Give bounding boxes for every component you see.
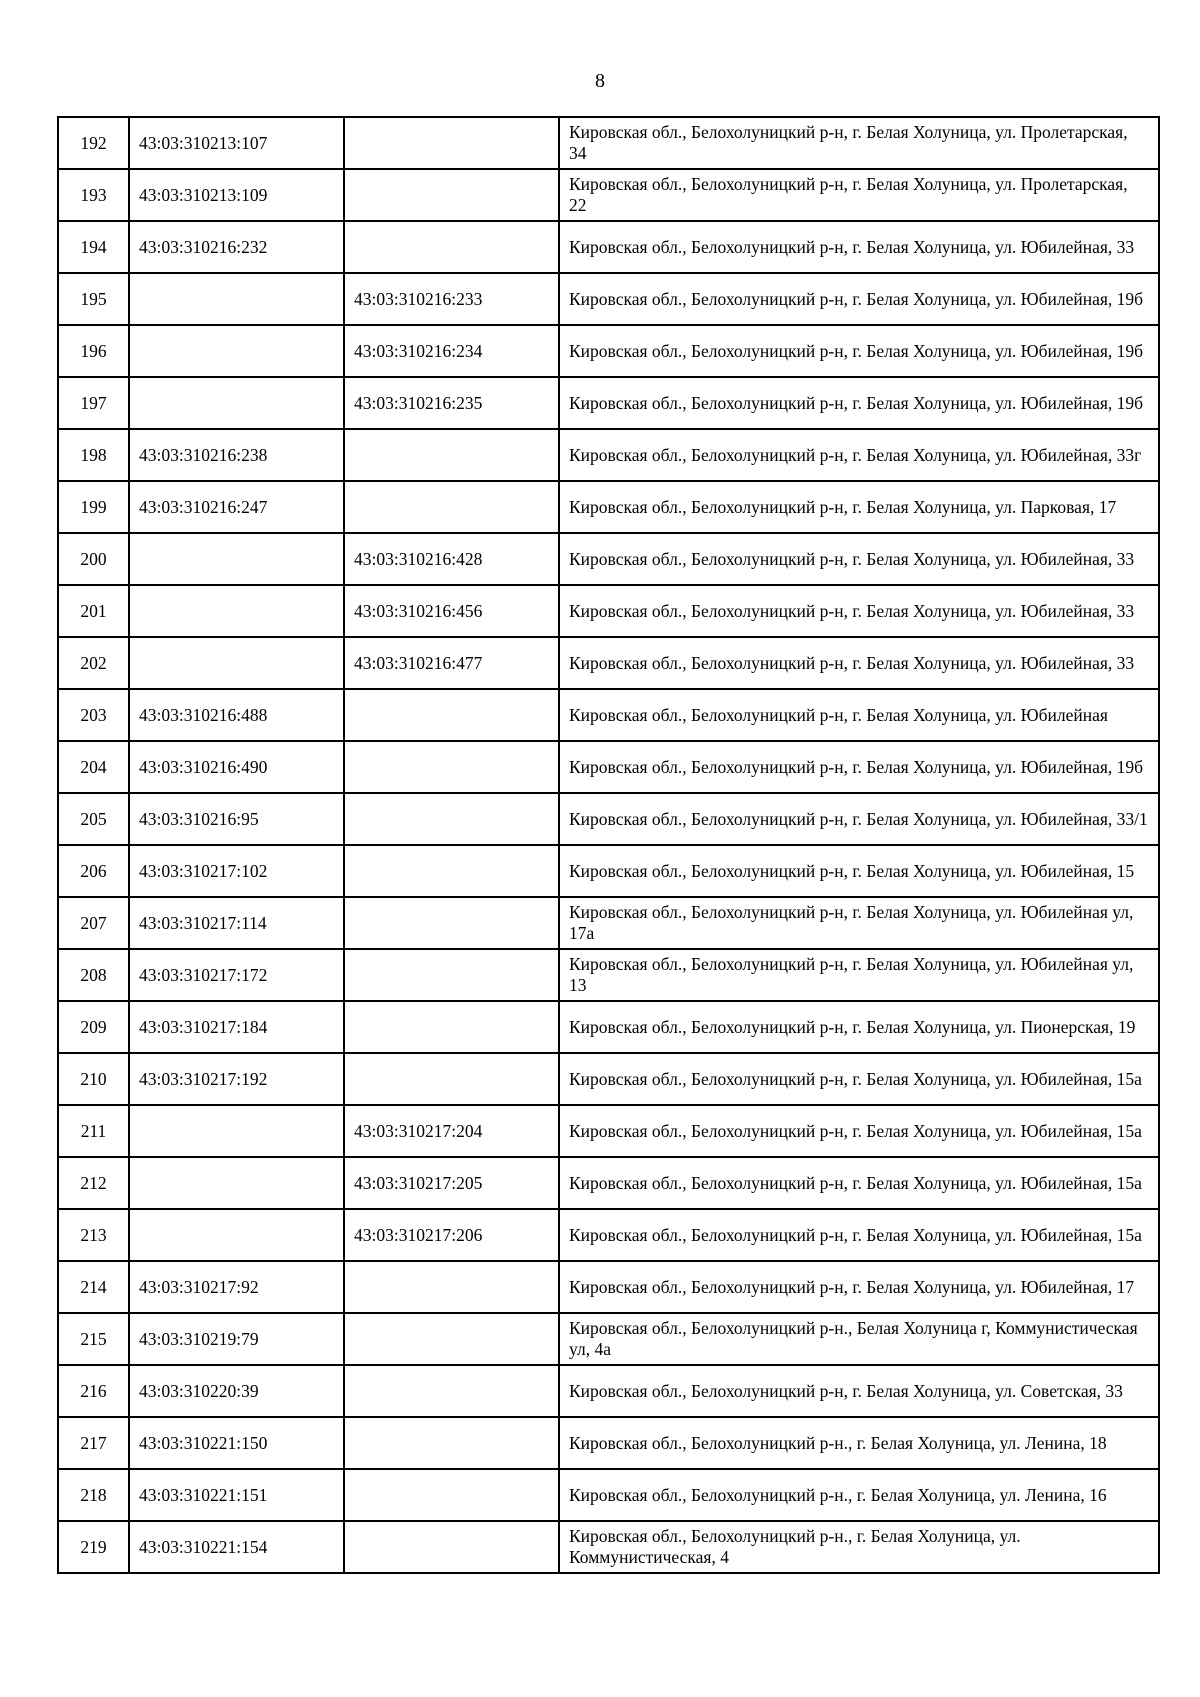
address-cell: Кировская обл., Белохолуницкий р-н, г. Белая Холуница, ул. Юбилейная, 33/1	[559, 793, 1159, 845]
cadastral-number-cell: 43:03:310216:232	[129, 221, 344, 273]
address-cell: Кировская обл., Белохолуницкий р-н, г. Белая Холуница, ул. Парковая, 17	[559, 481, 1159, 533]
address-cell: Кировская обл., Белохолуницкий р-н, г. Белая Холуница, ул. Юбилейная, 15а	[559, 1053, 1159, 1105]
cadastral-number-cell: 43:03:310217:192	[129, 1053, 344, 1105]
cadastral-number-cell: 43:03:310217:184	[129, 1001, 344, 1053]
address-cell: Кировская обл., Белохолуницкий р-н, г. Белая Холуница, ул. Юбилейная, 15а	[559, 1105, 1159, 1157]
cadastral-number-cell: 43:03:310216:488	[129, 689, 344, 741]
cadastral-number-secondary-cell	[344, 1469, 559, 1521]
cadastral-number-cell: 43:03:310217:172	[129, 949, 344, 1001]
cadastral-number-cell: 43:03:310213:109	[129, 169, 344, 221]
row-number: 213	[58, 1209, 129, 1261]
cadastral-number-secondary-cell	[344, 117, 559, 169]
table-row	[58, 481, 1159, 533]
cadastral-number-secondary-cell: 43:03:310217:204	[344, 1105, 559, 1157]
row-number: 192	[58, 117, 129, 169]
address-cell: Кировская обл., Белохолуницкий р-н, г. Белая Холуница, ул. Юбилейная, 19б	[559, 325, 1159, 377]
table-row	[58, 169, 1159, 221]
table-row	[58, 741, 1159, 793]
address-cell: Кировская обл., Белохолуницкий р-н, г. Белая Холуница, ул. Пролетарская, 22	[559, 169, 1159, 221]
cadastral-number-secondary-cell	[344, 793, 559, 845]
row-number: 197	[58, 377, 129, 429]
address-cell: Кировская обл., Белохолуницкий р-н, г. Белая Холуница, ул. Юбилейная, 15а	[559, 1209, 1159, 1261]
cadastral-number-cell	[129, 637, 344, 689]
row-number: 216	[58, 1365, 129, 1417]
cadastral-number-secondary-cell	[344, 481, 559, 533]
table-row	[58, 377, 1159, 429]
cadastral-number-cell: 43:03:310221:150	[129, 1417, 344, 1469]
table-row	[58, 1417, 1159, 1469]
cadastral-number-cell: 43:03:310213:107	[129, 117, 344, 169]
row-number: 205	[58, 793, 129, 845]
cadastral-number-cell	[129, 585, 344, 637]
row-number: 217	[58, 1417, 129, 1469]
row-number: 207	[58, 897, 129, 949]
row-number: 194	[58, 221, 129, 273]
cadastral-number-secondary-cell	[344, 1313, 559, 1365]
cadastral-number-secondary-cell	[344, 221, 559, 273]
row-number: 215	[58, 1313, 129, 1365]
cadastral-number-secondary-cell: 43:03:310216:234	[344, 325, 559, 377]
cadastral-number-secondary-cell: 43:03:310217:205	[344, 1157, 559, 1209]
registry-table	[57, 116, 1160, 1574]
address-cell: Кировская обл., Белохолуницкий р-н, г. Белая Холуница, ул. Юбилейная, 33	[559, 585, 1159, 637]
address-cell: Кировская обл., Белохолуницкий р-н, г. Белая Холуница, ул. Юбилейная, 33г	[559, 429, 1159, 481]
cadastral-number-cell: 43:03:310217:102	[129, 845, 344, 897]
cadastral-number-secondary-cell	[344, 429, 559, 481]
row-number: 202	[58, 637, 129, 689]
cadastral-number-secondary-cell	[344, 169, 559, 221]
address-cell: Кировская обл., Белохолуницкий р-н., г. Белая Холуница, ул. Коммунистическая, 4	[559, 1521, 1159, 1573]
cadastral-number-secondary-cell	[344, 741, 559, 793]
cadastral-number-cell: 43:03:310217:92	[129, 1261, 344, 1313]
table-row	[58, 1001, 1159, 1053]
table-row	[58, 221, 1159, 273]
address-cell: Кировская обл., Белохолуницкий р-н, г. Белая Холуница, ул. Юбилейная, 15а	[559, 1157, 1159, 1209]
cadastral-number-secondary-cell: 43:03:310216:235	[344, 377, 559, 429]
table-row	[58, 585, 1159, 637]
cadastral-number-secondary-cell	[344, 1417, 559, 1469]
cadastral-number-secondary-cell: 43:03:310216:456	[344, 585, 559, 637]
table-row	[58, 1261, 1159, 1313]
cadastral-number-secondary-cell	[344, 949, 559, 1001]
cadastral-number-secondary-cell: 43:03:310216:477	[344, 637, 559, 689]
table-row	[58, 637, 1159, 689]
cadastral-number-cell: 43:03:310216:95	[129, 793, 344, 845]
address-cell: Кировская обл., Белохолуницкий р-н, г. Белая Холуница, ул. Юбилейная	[559, 689, 1159, 741]
table-row	[58, 533, 1159, 585]
cadastral-number-cell: 43:03:310220:39	[129, 1365, 344, 1417]
row-number: 196	[58, 325, 129, 377]
cadastral-number-cell	[129, 1105, 344, 1157]
cadastral-number-secondary-cell: 43:03:310216:428	[344, 533, 559, 585]
address-cell: Кировская обл., Белохолуницкий р-н., г. Белая Холуница, ул. Ленина, 16	[559, 1469, 1159, 1521]
row-number: 211	[58, 1105, 129, 1157]
table-row	[58, 1209, 1159, 1261]
cadastral-number-secondary-cell: 43:03:310216:233	[344, 273, 559, 325]
row-number: 210	[58, 1053, 129, 1105]
address-cell: Кировская обл., Белохолуницкий р-н., Белая Холуница г, Коммунистическая ул, 4а	[559, 1313, 1159, 1365]
table-row	[58, 429, 1159, 481]
table-row	[58, 1365, 1159, 1417]
cadastral-number-cell: 43:03:310221:151	[129, 1469, 344, 1521]
address-cell: Кировская обл., Белохолуницкий р-н, г. Белая Холуница, ул. Юбилейная, 33	[559, 221, 1159, 273]
table-row	[58, 897, 1159, 949]
row-number: 209	[58, 1001, 129, 1053]
cadastral-number-cell	[129, 1157, 344, 1209]
cadastral-number-secondary-cell: 43:03:310217:206	[344, 1209, 559, 1261]
row-number: 203	[58, 689, 129, 741]
table-row	[58, 325, 1159, 377]
table-row	[58, 273, 1159, 325]
row-number: 195	[58, 273, 129, 325]
address-cell: Кировская обл., Белохолуницкий р-н, г. Белая Холуница, ул. Юбилейная, 33	[559, 637, 1159, 689]
address-cell: Кировская обл., Белохолуницкий р-н, г. Белая Холуница, ул. Юбилейная ул, 13	[559, 949, 1159, 1001]
cadastral-number-secondary-cell	[344, 1365, 559, 1417]
page-number: 8	[595, 70, 605, 92]
row-number: 208	[58, 949, 129, 1001]
cadastral-number-cell: 43:03:310217:114	[129, 897, 344, 949]
table-row	[58, 845, 1159, 897]
row-number: 200	[58, 533, 129, 585]
cadastral-number-cell	[129, 325, 344, 377]
table-row	[58, 1105, 1159, 1157]
cadastral-number-cell: 43:03:310216:247	[129, 481, 344, 533]
row-number: 198	[58, 429, 129, 481]
address-cell: Кировская обл., Белохолуницкий р-н, г. Белая Холуница, ул. Советская, 33	[559, 1365, 1159, 1417]
cadastral-number-cell	[129, 1209, 344, 1261]
cadastral-number-secondary-cell	[344, 1261, 559, 1313]
cadastral-number-secondary-cell	[344, 1521, 559, 1573]
table-row	[58, 1521, 1159, 1573]
table-row	[58, 1469, 1159, 1521]
address-cell: Кировская обл., Белохолуницкий р-н, г. Белая Холуница, ул. Пролетарская, 34	[559, 117, 1159, 169]
cadastral-number-cell	[129, 533, 344, 585]
row-number: 218	[58, 1469, 129, 1521]
cadastral-number-cell: 43:03:310216:238	[129, 429, 344, 481]
address-cell: Кировская обл., Белохолуницкий р-н, г. Белая Холуница, ул. Юбилейная, 19б	[559, 741, 1159, 793]
cadastral-number-cell	[129, 273, 344, 325]
row-number: 204	[58, 741, 129, 793]
table-row	[58, 793, 1159, 845]
address-cell: Кировская обл., Белохолуницкий р-н, г. Белая Холуница, ул. Юбилейная, 19б	[559, 273, 1159, 325]
table-row	[58, 1313, 1159, 1365]
row-number: 199	[58, 481, 129, 533]
table-row	[58, 117, 1159, 169]
table-row	[58, 1157, 1159, 1209]
cadastral-number-cell: 43:03:310219:79	[129, 1313, 344, 1365]
cadastral-number-secondary-cell	[344, 897, 559, 949]
address-cell: Кировская обл., Белохолуницкий р-н., г. Белая Холуница, ул. Ленина, 18	[559, 1417, 1159, 1469]
address-cell: Кировская обл., Белохолуницкий р-н, г. Белая Холуница, ул. Юбилейная, 15	[559, 845, 1159, 897]
table-row	[58, 949, 1159, 1001]
registry-table-body	[58, 117, 1159, 1573]
row-number: 219	[58, 1521, 129, 1573]
row-number: 214	[58, 1261, 129, 1313]
cadastral-number-cell: 43:03:310221:154	[129, 1521, 344, 1573]
cadastral-number-secondary-cell	[344, 1053, 559, 1105]
address-cell: Кировская обл., Белохолуницкий р-н, г. Белая Холуница, ул. Пионерская, 19	[559, 1001, 1159, 1053]
address-cell: Кировская обл., Белохолуницкий р-н, г. Белая Холуница, ул. Юбилейная ул, 17а	[559, 897, 1159, 949]
row-number: 193	[58, 169, 129, 221]
cadastral-number-cell: 43:03:310216:490	[129, 741, 344, 793]
address-cell: Кировская обл., Белохолуницкий р-н, г. Белая Холуница, ул. Юбилейная, 33	[559, 533, 1159, 585]
address-cell: Кировская обл., Белохолуницкий р-н, г. Белая Холуница, ул. Юбилейная, 17	[559, 1261, 1159, 1313]
address-cell: Кировская обл., Белохолуницкий р-н, г. Белая Холуница, ул. Юбилейная, 19б	[559, 377, 1159, 429]
table-row	[58, 1053, 1159, 1105]
row-number: 201	[58, 585, 129, 637]
cadastral-number-secondary-cell	[344, 1001, 559, 1053]
table-row	[58, 689, 1159, 741]
cadastral-number-secondary-cell	[344, 845, 559, 897]
cadastral-number-cell	[129, 377, 344, 429]
row-number: 206	[58, 845, 129, 897]
cadastral-number-secondary-cell	[344, 689, 559, 741]
row-number: 212	[58, 1157, 129, 1209]
